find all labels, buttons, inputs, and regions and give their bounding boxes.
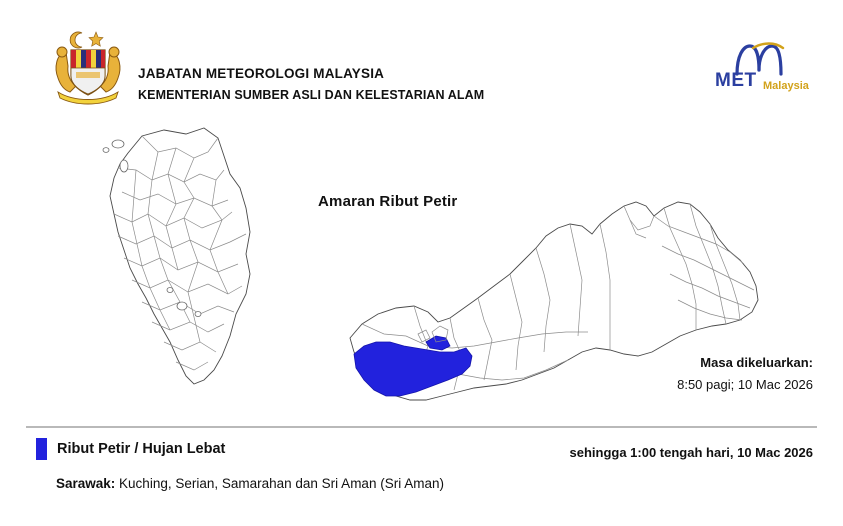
malaysia-coat-of-arms-icon xyxy=(46,22,130,106)
map-title: Amaran Ribut Petir xyxy=(318,193,458,210)
legend-label: Ribut Petir / Hujan Lebat xyxy=(57,441,226,457)
legend-color-swatch xyxy=(36,438,47,460)
logo-text-malaysia: Malaysia xyxy=(763,80,809,92)
affected-state-label: Sarawak: xyxy=(56,476,116,491)
legend xyxy=(36,438,225,460)
warning-bulletin xyxy=(18,8,825,518)
agency-title xyxy=(138,64,484,104)
agency-name-line2: KEMENTERIAN SUMBER ASLI DAN KELESTARIAN ALAM xyxy=(138,87,485,102)
affected-areas-list: Kuching, Serian, Samarahan dan Sri Aman (Sri Aman) xyxy=(115,476,444,491)
peninsular-malaysia-region xyxy=(103,128,250,384)
affected-areas xyxy=(56,476,444,491)
agency-name-line1: JABATAN METEOROLOGI MALAYSIA xyxy=(138,66,385,81)
logo-text-met: MET xyxy=(715,70,757,91)
met-malaysia-logo-icon xyxy=(715,44,815,96)
issued-value: 8:50 pagi; 10 Mac 2026 xyxy=(677,377,813,393)
valid-until-text: sehingga 1:00 tengah hari, 10 Mac 2026 xyxy=(569,445,813,460)
issued-time-block xyxy=(677,353,813,395)
issued-label: Masa dikeluarkan: xyxy=(700,355,813,370)
footer-divider xyxy=(26,426,817,428)
header xyxy=(18,20,825,108)
